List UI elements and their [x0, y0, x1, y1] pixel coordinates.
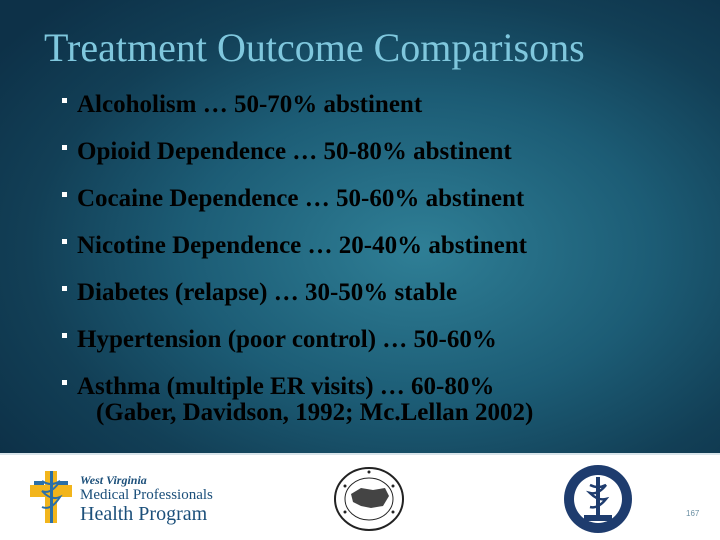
- bullet-text: Diabetes (relapse) … 30-50% stable: [77, 279, 458, 306]
- bullet-item: [62, 276, 702, 323]
- asam-seal: [562, 463, 634, 535]
- wv-mphp-logo: [28, 467, 228, 527]
- bullet-text: Hypertension (poor control) … 50-60%: [77, 326, 497, 353]
- bullet-marker-icon: [62, 380, 67, 385]
- bullet-text: Alcoholism … 50-70% abstinent: [77, 91, 423, 118]
- bullet-marker-icon: [62, 192, 67, 197]
- bullet-text: Nicotine Dependence … 20-40% abstinent: [77, 232, 527, 259]
- citation-text: (Gaber, Davidson, 1992; Mc.Lellan 2002): [96, 399, 534, 426]
- bullet-item: [62, 182, 702, 229]
- bullet-marker-icon: [62, 145, 67, 150]
- page-number: 167: [686, 509, 700, 518]
- bullet-marker-icon: [62, 239, 67, 244]
- bullet-text: Asthma (multiple ER visits) … 60-80%: [77, 373, 495, 400]
- bullet-item: [62, 88, 702, 135]
- slide-title: Treatment Outcome Comparisons: [44, 25, 585, 70]
- footer-divider: [0, 453, 720, 455]
- fsphp-seal: [333, 466, 405, 532]
- footer-bar: [0, 453, 720, 540]
- fsphp-seal-icon: [333, 466, 405, 532]
- bullet-marker-icon: [62, 286, 67, 291]
- bullet-item: [62, 135, 702, 182]
- caduceus-cross-icon: [28, 467, 74, 527]
- logo-line2-text: Health Program: [80, 503, 208, 525]
- bullet-text: Cocaine Dependence … 50-60% abstinent: [77, 185, 525, 212]
- bullet-list: [62, 88, 702, 417]
- asam-seal-icon: [562, 463, 634, 535]
- bullet-item: [62, 229, 702, 276]
- logo-line1-text: Medical Professionals: [80, 487, 213, 503]
- bullet-item: [62, 323, 702, 370]
- logo-state-text: West Virginia: [80, 473, 147, 487]
- bullet-text: Opioid Dependence … 50-80% abstinent: [77, 138, 512, 165]
- bullet-marker-icon: [62, 333, 67, 338]
- bullet-marker-icon: [62, 98, 67, 103]
